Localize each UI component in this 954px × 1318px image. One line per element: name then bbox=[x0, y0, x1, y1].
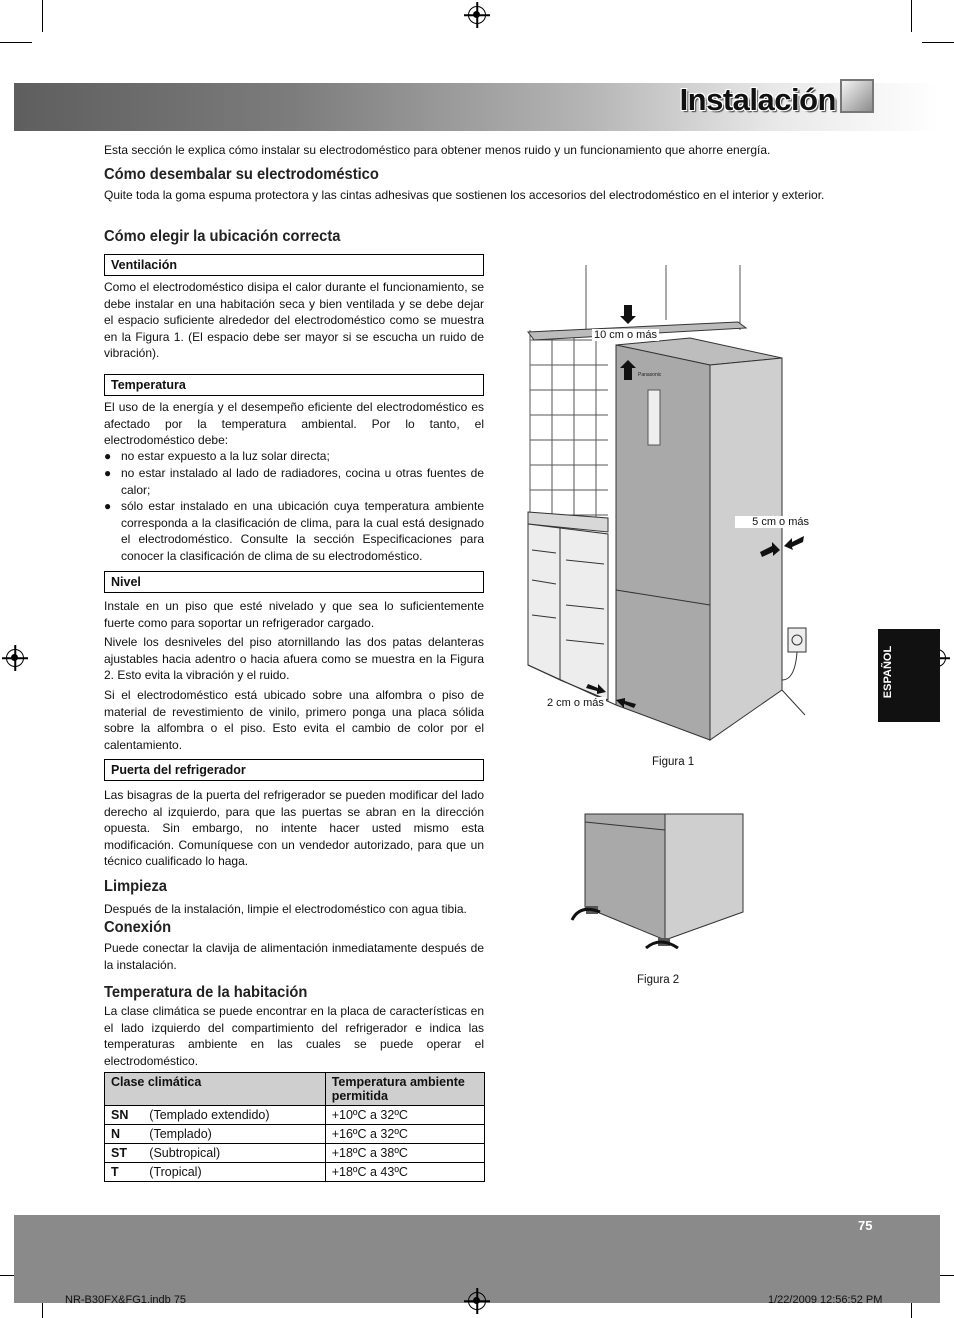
bullet-icon: ● bbox=[104, 499, 112, 513]
control-panel bbox=[648, 390, 660, 445]
figure2-caption: Figura 2 bbox=[637, 974, 680, 986]
connection-heading: Conexión bbox=[104, 919, 172, 936]
door-text: Las bisagras de la puerta del refrigerador se pueden modificar del lado derecho al izquierdo, para que las puertas se abran en la dirección opuesta. Sin embargo, no intente hacer usted mismo esta modificación. Comuníquese con un vendedor autorizado, para que un técnico cualificado lo haga. bbox=[104, 788, 484, 868]
bullet-text: sólo estar instalado en una ubicación cuya temperatura ambiente corresponda a la clasificación de clima, para la cual está designado el electrodoméstico. Consulte la sección Especificaciones para conocer la clasificación de clima de su electrodoméstico. bbox=[121, 499, 484, 563]
climate-code: ST bbox=[105, 1144, 144, 1163]
arrow-down-icon bbox=[620, 305, 636, 324]
registration-mark-icon bbox=[468, 1292, 486, 1310]
arrow-left-icon bbox=[784, 536, 804, 550]
power-cable bbox=[782, 652, 797, 680]
temperature-bullet bbox=[104, 448, 484, 465]
fridge-lower-side bbox=[665, 814, 743, 940]
level-heading: Nivel bbox=[104, 571, 484, 593]
language-tab-label: ESPAÑOL bbox=[882, 645, 894, 699]
climate-desc: (Templado extendido) bbox=[143, 1106, 325, 1125]
climate-temp: +18ºC a 38ºC bbox=[325, 1144, 484, 1163]
bullet-text: no estar instalado al lado de radiadores, cocina u otras fuentes de calor; bbox=[121, 466, 484, 497]
unpack-heading: Cómo desembalar su electrodoméstico bbox=[104, 166, 379, 183]
temperature-heading: Temperatura bbox=[104, 374, 484, 396]
table-row bbox=[105, 1144, 485, 1163]
footer-slug-date: 1/22/2009 12:56:52 PM bbox=[768, 1294, 883, 1306]
ventilation-heading: Ventilación bbox=[104, 254, 484, 276]
climate-desc: (Templado) bbox=[143, 1125, 325, 1144]
climate-desc: (Tropical) bbox=[143, 1163, 325, 1182]
bullet-icon: ● bbox=[104, 449, 112, 463]
room-temp-text: La clase climática se puede encontrar en la placa de características en el lado izquierdo del compartimiento del refrigerador e indica las temperaturas ambiente en las cuales se puede operar el electrodoméstico. bbox=[104, 1004, 484, 1068]
cabinets bbox=[528, 524, 608, 700]
door-heading: Puerta del refrigerador bbox=[104, 759, 484, 781]
room-temp-heading: Temperatura de la habitación bbox=[104, 984, 308, 1001]
bullet-text: no estar expuesto a la luz solar directa; bbox=[121, 449, 330, 463]
climate-code: T bbox=[105, 1163, 144, 1182]
table-row bbox=[105, 1125, 485, 1144]
location-heading: Cómo elegir la ubicación correcta bbox=[104, 228, 341, 245]
climate-temp: +18ºC a 43ºC bbox=[325, 1163, 484, 1182]
level-text-1: Instale en un piso que esté nivelado y que sea lo suficientemente fuerte como para soportar un refrigerador cargado. bbox=[104, 599, 484, 630]
climate-temp: +16ºC a 32ºC bbox=[325, 1125, 484, 1144]
fridge-lower-front bbox=[585, 814, 665, 940]
climate-table bbox=[104, 1072, 485, 1182]
level-text-3: Si el electrodoméstico está ubicado sobre una alfombra o piso de material de revestimiento de vinilo, primero ponga una placa sólida sobre la alfombra o el piso. Esto evita el cambio de color por el calentamiento. bbox=[104, 688, 484, 752]
intro-text: Esta sección le explica cómo instalar su electrodoméstico para obtener menos ruido y un funcionamiento que ahorre energía. bbox=[104, 143, 771, 157]
temperature-bullet bbox=[104, 498, 484, 564]
level-text-2: Nivele los desniveles del piso atornillando las dos patas delanteras ajustables hacia adentro o hacia afuera como se muestra en la Figura 2. Esto evita la vibración y el ruido. bbox=[104, 635, 484, 682]
cleaning-text: Después de la instalación, limpie el electrodoméstico con agua tibia. bbox=[104, 902, 467, 916]
registration-mark-icon bbox=[468, 6, 486, 24]
crop-mark bbox=[922, 42, 954, 43]
table-row bbox=[105, 1163, 485, 1182]
unpack-text: Quite toda la goma espuma protectora y las cintas adhesivas que sostienen los accesorios del electrodoméstico en el interior y exterior. bbox=[104, 188, 825, 202]
cleaning-heading: Limpieza bbox=[104, 878, 167, 895]
footer-slug-file: NR-B30FX&FG1.indb 75 bbox=[65, 1294, 187, 1306]
header-square-icon bbox=[840, 79, 874, 113]
table-header: Clase climática bbox=[105, 1073, 326, 1106]
figure1-label-top: 10 cm o más bbox=[594, 329, 657, 341]
figure1-label-side: 5 cm o más bbox=[735, 516, 811, 528]
crop-mark bbox=[42, 0, 43, 32]
figure2-illustration bbox=[560, 812, 760, 962]
temperature-bullet bbox=[104, 465, 484, 498]
climate-desc: (Subtropical) bbox=[143, 1144, 325, 1163]
figure1-caption: Figura 1 bbox=[652, 756, 695, 768]
climate-temp: +10ºC a 32ºC bbox=[325, 1106, 484, 1125]
power-outlet-icon bbox=[788, 628, 806, 652]
figure1-illustration bbox=[520, 260, 820, 750]
page-number: 75 bbox=[858, 1218, 873, 1233]
table-header-row bbox=[105, 1073, 485, 1106]
rotate-arrow-icon bbox=[572, 909, 600, 920]
ventilation-text: Como el electrodoméstico disipa el calor durante el funcionamiento, se debe instalar en una habitación seca y bien ventilada y se debe dejar el espacio suficiente alrededor del electrodoméstico como se muestra en la Figura 1. (El espacio debe ser mayor si se escucha un ruido de vibración). bbox=[104, 280, 484, 360]
climate-code: SN bbox=[105, 1106, 144, 1125]
temperature-text: El uso de la energía y el desempeño eficiente del electrodoméstico es afectado por la temperatura ambiental. Por lo tanto, el electrodoméstico debe: bbox=[104, 400, 484, 447]
climate-code: N bbox=[105, 1125, 144, 1144]
page-title: Instalación bbox=[679, 82, 836, 117]
bullet-icon: ● bbox=[104, 466, 112, 480]
connection-text: Puede conectar la clavija de alimentación inmediatamente después de la instalación. bbox=[104, 941, 484, 972]
table-header: Temperatura ambiente permitida bbox=[325, 1073, 484, 1106]
fridge-brand: Panasonic bbox=[638, 372, 662, 378]
crop-mark bbox=[0, 42, 32, 43]
crop-mark bbox=[911, 0, 912, 32]
registration-mark-icon bbox=[6, 649, 24, 667]
table-row bbox=[105, 1106, 485, 1125]
fridge-front bbox=[616, 345, 710, 740]
figure1-label-bottom: 2 cm o más bbox=[547, 697, 604, 709]
